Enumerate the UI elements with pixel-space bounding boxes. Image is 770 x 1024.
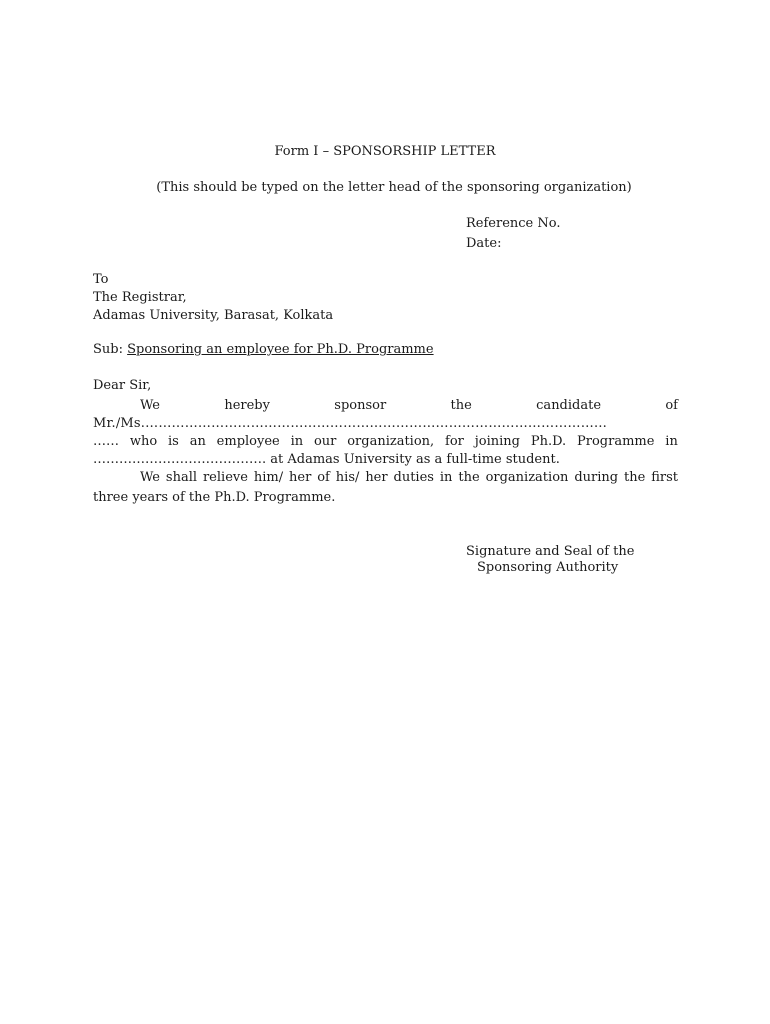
body-word: her <box>289 470 312 485</box>
body-line-3 <box>93 433 678 451</box>
body-word: in <box>290 434 304 449</box>
body-line-5 <box>93 469 678 487</box>
recipient-to: To <box>93 272 109 287</box>
body-word: Ph.D. <box>530 434 567 449</box>
body-word: him/ <box>253 470 284 485</box>
date-label: Date: <box>466 236 502 251</box>
letterhead-note: (This should be typed on the letter head of the sponsoring organization) <box>156 180 632 195</box>
signature-line-1: Signature and Seal of the <box>466 544 635 559</box>
body-word: the <box>458 470 480 485</box>
reference-number-label: Reference No. <box>466 216 561 231</box>
body-word: who <box>129 434 158 449</box>
body-word: sponsor <box>334 398 387 413</box>
body-word: organization <box>485 470 569 485</box>
body-word: We <box>140 470 160 485</box>
body-word: …… <box>93 434 119 449</box>
body-word: Programme <box>577 434 655 449</box>
body-word: organization, <box>347 434 435 449</box>
body-word: hereby <box>224 398 270 413</box>
body-line-6: three years of the Ph.D. Programme. <box>93 490 336 505</box>
body-word: first <box>651 470 678 485</box>
body-word: in <box>439 470 453 485</box>
body-word: during <box>574 470 619 485</box>
body-word: the <box>624 470 646 485</box>
salutation: Dear Sir, <box>93 378 152 393</box>
body-word: the <box>450 398 472 413</box>
recipient-name: The Registrar, <box>93 290 187 305</box>
body-word: We <box>140 398 160 413</box>
body-word: of <box>665 398 678 413</box>
body-line-1 <box>93 397 678 415</box>
body-word: is <box>168 434 179 449</box>
body-word: shall <box>165 470 198 485</box>
body-word: candidate <box>536 398 602 413</box>
body-word: of <box>317 470 330 485</box>
body-line-2: Mr./Ms.…………………………………………………………………………………………… <box>93 416 608 431</box>
body-word: her <box>365 470 388 485</box>
subject-text: Sponsoring an employee for Ph.D. Programme <box>127 342 434 357</box>
recipient-address: Adamas University, Barasat, Kolkata <box>93 308 334 323</box>
body-word: relieve <box>202 470 248 485</box>
body-word: employee <box>216 434 280 449</box>
body-line-4: …………………………………. at Adamas University as a full-time student. <box>93 452 560 467</box>
body-word: our <box>313 434 337 449</box>
body-word: in <box>665 434 678 449</box>
signature-line-2: Sponsoring Authority <box>477 560 619 575</box>
subject-label: Sub: <box>93 342 123 357</box>
body-word: joining <box>474 434 520 449</box>
subject-line <box>93 341 434 359</box>
body-word: an <box>189 434 206 449</box>
body-word: his/ <box>335 470 360 485</box>
letter-title: Form I – SPONSORSHIP LETTER <box>274 144 496 159</box>
body-word: for <box>445 434 464 449</box>
body-word: duties <box>393 470 434 485</box>
